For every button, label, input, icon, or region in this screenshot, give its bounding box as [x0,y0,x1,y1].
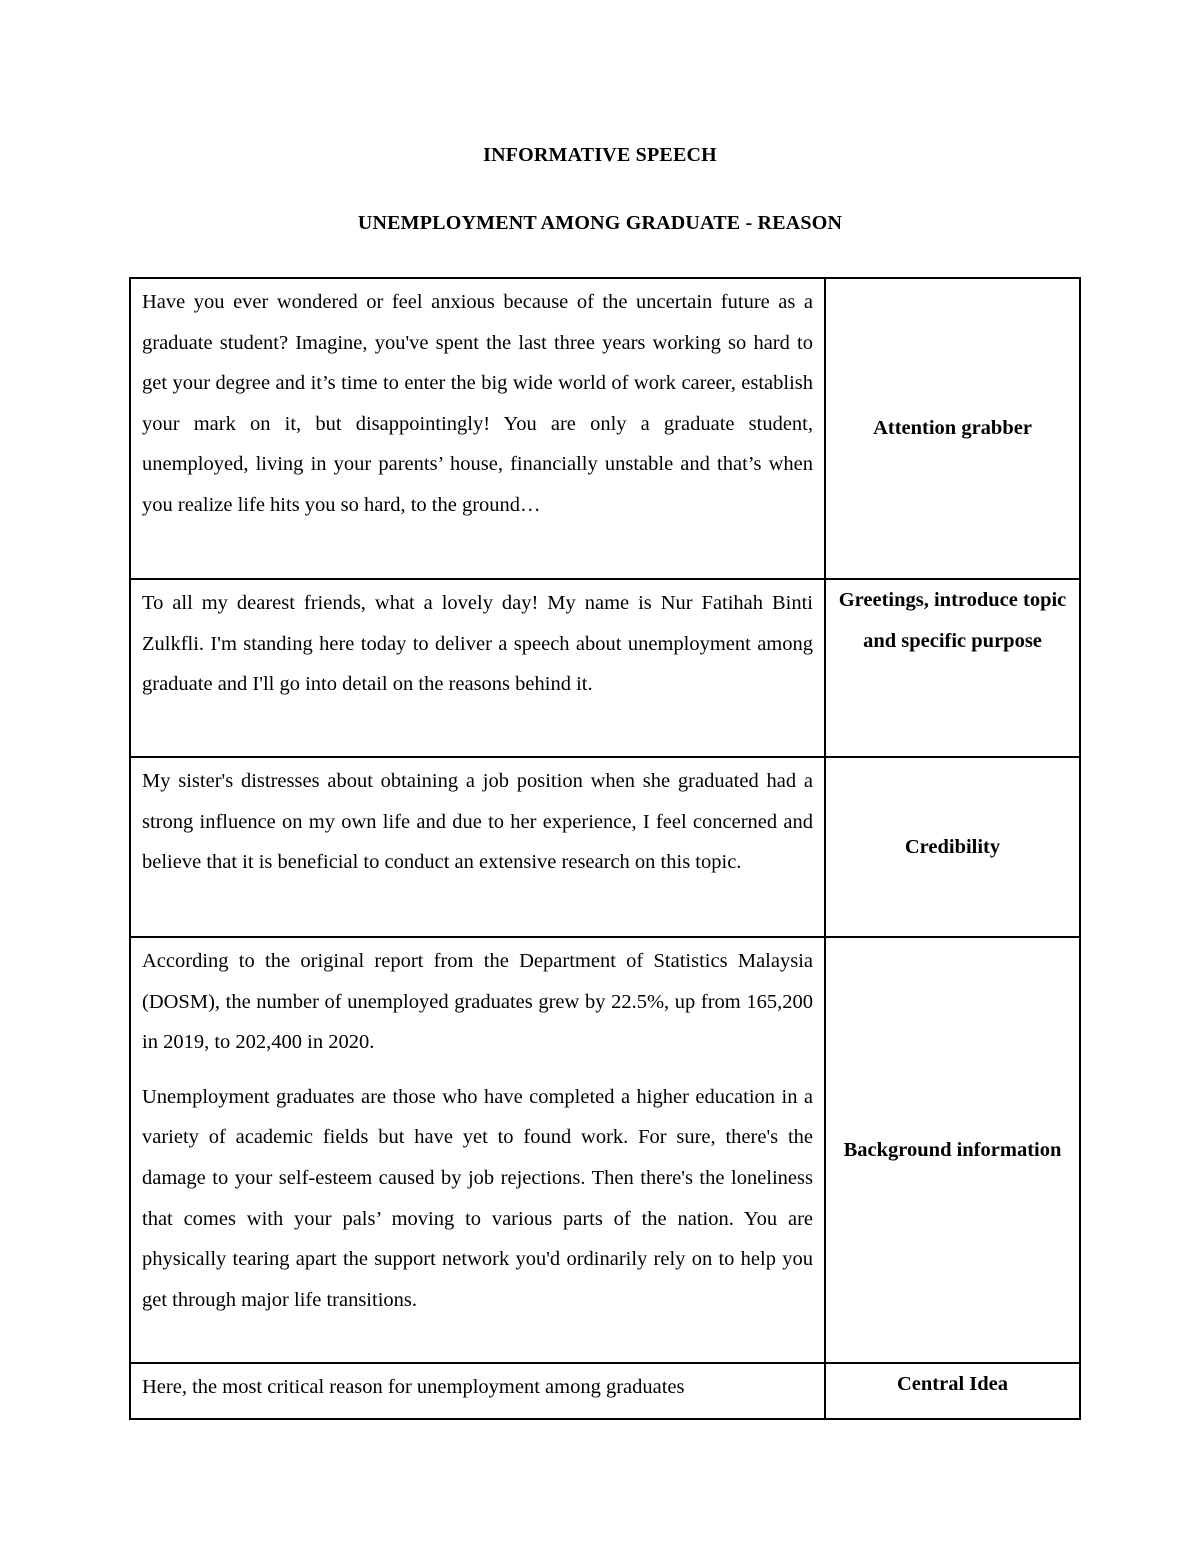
table-row [130,579,1080,757]
table-row [130,278,1080,579]
table-row [130,1363,1080,1419]
document-title: INFORMATIVE SPEECH [483,144,717,166]
speech-text-cell [130,757,825,937]
speech-text-cell [130,937,825,1363]
section-label-cell: Greetings, introduce topic and specific purpose [825,579,1080,757]
speech-text-cell [130,579,825,757]
speech-paragraph: Here, the most critical reason for unemployment among graduates [142,1376,685,1398]
section-label-cell: Attention grabber [825,278,1080,579]
speech-paragraph: Have you ever wondered or feel anxious because of the uncertain future as a graduate student? Imagine, you've spent the last three years working so hard to get your degree and it’s time to enter the big wide world of work career, establish your mark on it, but disappointingly! You are only a graduate student, unemployed, living in your parents’ house, financially unstable and that’s when you realize life hits you so hard, to the ground… [142,291,813,516]
table-row [130,757,1080,937]
document-subtitle: UNEMPLOYMENT AMONG GRADUATE - REASON [357,212,843,234]
speech-text-cell [130,1363,825,1419]
speech-paragraph: My sister's distresses about obtaining a job position when she graduated had a strong influence on my own life and due to her experience, I feel concerned and believe that it is beneficial to conduct an extensive research on this topic. [142,770,813,874]
speech-paragraph: According to the original report from the Department of Statistics Malaysia (DOSM), the number of unemployed graduates grew by 22.5%, up from 165,200 in 2019, to 202,400 in 2020. [142,950,813,1054]
section-label-cell: Background information [825,937,1080,1363]
section-label-cell: Credibility [825,757,1080,937]
speech-paragraph: Unemployment graduates are those who have completed a higher education in a variety of academic fields but have yet to found work. For sure, there's the damage to your self-esteem caused by job rejections. Then there's the loneliness that comes with your pals’ moving to various parts of the nation. You are physically tearing apart the support network you'd ordinarily rely on to help you get through major life transitions. [142,1085,813,1311]
section-label-cell: Central Idea [825,1363,1080,1419]
speech-text-cell [130,278,825,579]
speech-outline-table [129,277,1081,1420]
table-row [130,937,1080,1363]
speech-paragraph: To all my dearest friends, what a lovely day! My name is Nur Fatihah Binti Zulkfli. I'm standing here today to deliver a speech about unemployment among graduate and I'll go into detail on the reasons behind it. [142,592,813,696]
